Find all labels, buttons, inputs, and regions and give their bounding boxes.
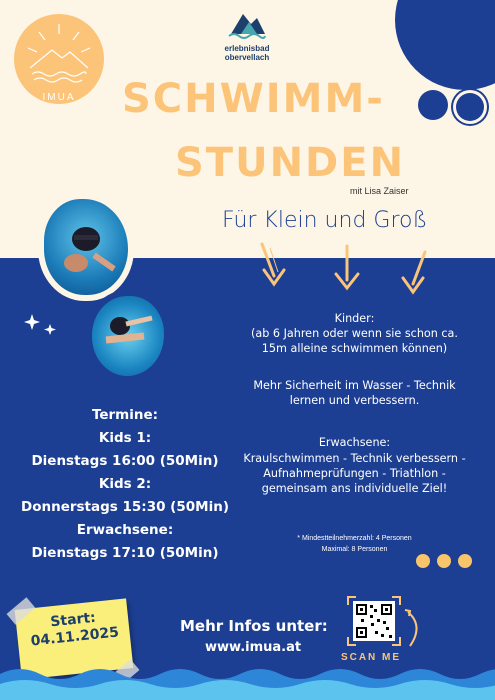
start-label: Start: <box>49 609 97 631</box>
byline: mit Lisa Zaiser <box>350 186 409 196</box>
swimmer-photo-child <box>38 193 134 301</box>
mountain-wave-icon <box>227 8 267 40</box>
decor-dot-yellow <box>458 554 472 568</box>
kinder-age: (ab 6 Jahren oder wenn sie schon ca. 15m alleine schwimmen können) <box>251 327 458 355</box>
imua-logo-text: IMUA <box>42 92 76 103</box>
water-waves <box>0 664 495 700</box>
sun-mountain-icon <box>14 14 104 104</box>
erlebnisbad-line1: erlebnisbad <box>224 44 270 53</box>
imua-logo <box>14 14 104 104</box>
note-line2: Maximal: 8 Personen <box>321 546 388 553</box>
curved-arrow-icon <box>404 606 428 652</box>
termine-heading: Termine: <box>91 407 159 423</box>
decor-dot-ring <box>453 90 487 124</box>
kinder-heading: Kinder: <box>334 312 375 325</box>
title-line2: STUNDEN <box>175 140 406 186</box>
info-heading: Mehr Infos unter: <box>180 617 328 635</box>
swimmer-photo-adult <box>86 290 170 382</box>
title-line1: SCHWIMM- <box>122 76 385 122</box>
start-date: 04.11.2025 <box>29 624 120 650</box>
arrow-down-icon <box>395 248 429 296</box>
erlebnisbad-logo <box>212 8 282 62</box>
erlebnisbad-line2: obervellach <box>224 53 270 62</box>
kids1-time: Dienstags 16:00 (50Min) <box>31 453 219 469</box>
arrow-down-icon <box>258 240 292 288</box>
qr-code[interactable] <box>353 601 395 641</box>
decor-dot-yellow <box>437 554 451 568</box>
erwachsene-heading: Erwachsene: <box>318 436 391 449</box>
erwachsene-label: Erwachsene: <box>76 522 174 538</box>
termine-block <box>18 404 232 565</box>
note-line1: * Mindestteilnehmerzahl: 4 Personen <box>297 535 412 542</box>
sparkle-icon <box>22 310 62 340</box>
scan-me-label: SCAN ME <box>340 652 402 663</box>
arrow-down-icon <box>330 244 364 292</box>
kids2-time: Donnerstags 15:30 (50Min) <box>21 499 229 515</box>
erwachsene-text: Kraulschwimmen - Technik verbessern - Aufnahmeprüfungen - Triathlon - gemeinsam ans individuelle Ziel! <box>243 452 466 495</box>
info-url[interactable]: www.imua.at <box>205 640 302 655</box>
kids1-label: Kids 1: <box>98 430 152 446</box>
decor-dot-yellow <box>416 554 430 568</box>
kinder-benefit: Mehr Sicherheit im Wasser - Technik lernen und verbessern. <box>253 379 456 407</box>
decor-dot <box>418 90 448 120</box>
kids2-label: Kids 2: <box>98 476 152 492</box>
erwachsene-time: Dienstags 17:10 (50Min) <box>31 545 219 561</box>
subtitle: Für Klein und Groß <box>222 208 428 233</box>
